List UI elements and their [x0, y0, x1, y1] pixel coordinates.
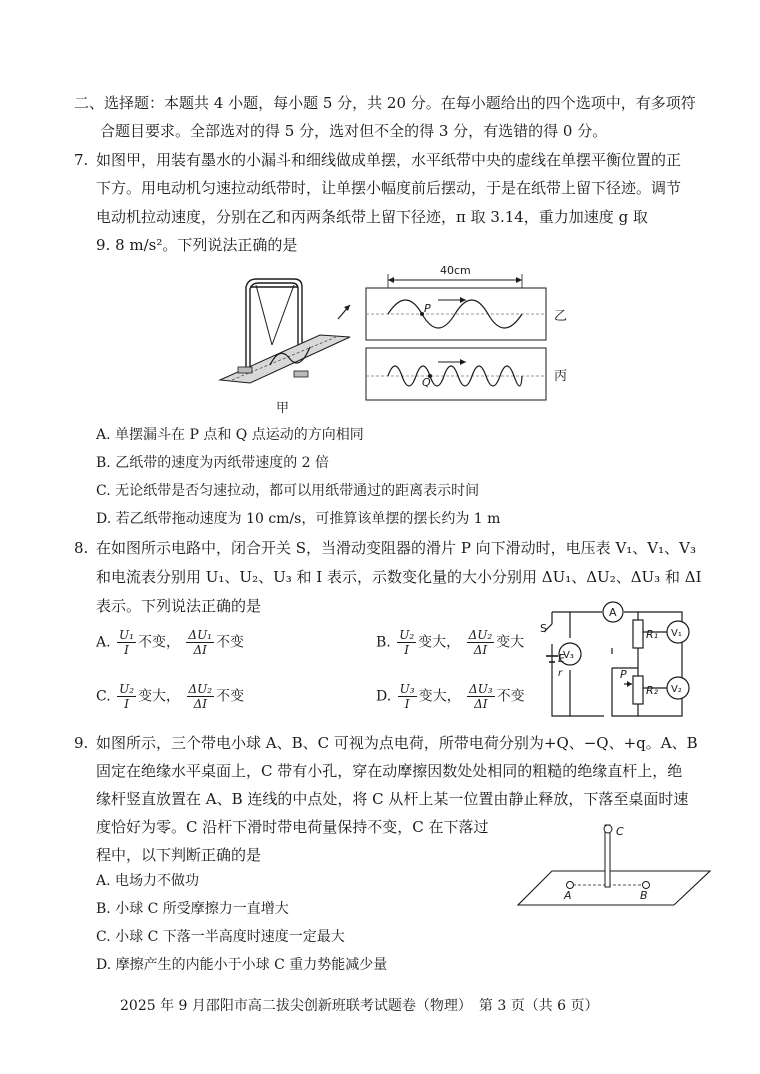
q9-number: 9.	[74, 734, 89, 752]
paper-tape	[220, 335, 350, 383]
q8-option-d: D. $\frac{\text{U₃}}{I}$ 变大， $\frac{\text{ΔU₃}}{\Delta I}$ 不变	[376, 682, 525, 711]
svg-text:V₂: V₂	[671, 684, 682, 695]
q7-stem-line1: 如图甲，用装有墨水的小漏斗和细线做成单摆，水平纸带中央的虚线在单摆平衡位置的正	[96, 151, 682, 169]
point-q: Q	[422, 376, 431, 389]
q7-option-b: B. 乙纸带的速度为丙纸带速度的 2 倍	[96, 455, 329, 471]
svg-text:S: S	[540, 622, 547, 635]
rheostat-r2	[633, 676, 643, 704]
pendulum-strings	[256, 285, 294, 345]
q9-stem-line4: 度恰好为零。C 沿杆下滑时带电荷量保持不变，C 在下落过	[96, 818, 489, 836]
q9-stem-line3: 缘杆竖直放置在 A、B 连线的中点处，将 C 从杆上某一位置由静止释放，下落至桌面时速	[96, 790, 689, 808]
q9-option-a: A. 电场力不做功	[96, 873, 200, 889]
tape-bing	[366, 348, 546, 400]
svg-text:A: A	[609, 606, 617, 619]
ball-a	[567, 882, 574, 889]
q7-number: 7.	[74, 151, 89, 169]
q8-stem-line2: 和电流表分别用 U₁、U₂、U₃ 和 I 表示，示数变化量的大小分别用 ΔU₁、ΔU₂、ΔU₃ 和 ΔI	[96, 568, 702, 586]
section-heading-line1: 二、选择题：本题共 4 小题，每小题 5 分，共 20 分。在每小题给出的四个选项中，有多项符	[74, 94, 696, 112]
q7-figure-pendulum	[210, 275, 360, 425]
q9-stem-line2: 固定在绝缘水平桌面上，C 带有小孔，穿在动摩擦因数处处相同的粗糙的绝缘直杆上，绝	[96, 762, 683, 780]
q9-figure	[518, 815, 718, 915]
section-heading-line2: 合题目要求。全部选对的得 5 分，选对但不全的得 3 分，有选错的得 0 分。	[100, 122, 608, 140]
svg-text:V₃: V₃	[563, 650, 574, 661]
q7-stem-line2: 下方。用电动机匀速拉动纸带时，让单摆小幅度前后摆动，于是在纸带上留下径迹。调节	[96, 179, 682, 197]
q7-option-d: D. 若乙纸带拖动速度为 10 cm/s，可推算该单摆的摆长约为 1 m	[96, 511, 501, 527]
q7-option-a: A. 单摆漏斗在 P 点和 Q 点运动的方向相同	[96, 427, 364, 443]
q8-stem-line1: 在如图所示电路中，闭合开关 S，当滑动变阻器的滑片 P 向下滑动时，电压表 V₁、V₁、V₃	[96, 539, 696, 557]
q8-option-b: B. $\frac{\text{U₂}}{I}$ 变大， $\frac{\text{ΔU₂}}{\Delta I}$ 变大	[376, 628, 525, 657]
svg-text:C: C	[616, 825, 624, 838]
insulating-rod	[605, 825, 610, 887]
page-footer: 2025 年 9 月邵阳市高二拔尖创新班联考试题卷（物理） 第 3 页（共 6 页）	[120, 998, 599, 1014]
label-yi: 乙	[554, 309, 568, 324]
tabletop	[518, 871, 710, 905]
point-p: P	[424, 302, 431, 315]
svg-text:E: E	[558, 652, 565, 665]
q9-stem-line1: 如图所示，三个带电小球 A、B、C 可视为点电荷，所带电荷分别为+Q、−Q、+q。A、B	[96, 734, 698, 752]
label-jia: 甲	[276, 401, 290, 416]
q8-option-a: A. $\frac{\text{U₁}}{I}$ 不变， $\frac{\text{ΔU₁}}{\Delta I}$ 不变	[96, 628, 244, 657]
q7-stem-line4: 9. 8 m/s²。下列说法正确的是	[96, 236, 298, 254]
q7-option-c: C. 无论纸带是否匀速拉动，都可以用纸带通过的距离表示时间	[96, 483, 480, 499]
q7-figure-tapes	[362, 258, 582, 389]
ball-b	[643, 882, 650, 889]
ball-c	[604, 825, 612, 833]
svg-text:A: A	[564, 889, 572, 902]
q8-number: 8.	[74, 539, 89, 557]
q8-stem-line3: 表示。下列说法正确的是	[96, 597, 262, 615]
svg-text:V₁: V₁	[671, 628, 682, 639]
tape-length-label: 40cm	[440, 264, 471, 277]
svg-text:P: P	[620, 668, 627, 681]
svg-text:R₂: R₂	[646, 684, 659, 697]
q8-option-c: C. $\frac{\text{U₂}}{I}$ 变大， $\frac{\text{ΔU₂}}{\Delta I}$ 不变	[96, 682, 245, 711]
svg-text:r: r	[558, 668, 563, 679]
q9-option-c: C. 小球 C 下落一半高度时速度一定最大	[96, 929, 345, 945]
q9-option-b: B. 小球 C 所受摩擦力一直增大	[96, 901, 289, 917]
q9-option-d: D. 摩擦产生的内能小于小球 C 重力势能减少量	[96, 957, 388, 973]
resistor-r1	[633, 620, 643, 648]
q7-stem-line3: 电动机拉动速度，分别在乙和丙两条纸带上留下径迹，π 取 3.14，重力加速度 g 取	[96, 208, 648, 226]
q8-circuit	[540, 598, 700, 728]
svg-text:R₁: R₁	[646, 628, 659, 641]
svg-text:B: B	[640, 889, 648, 902]
q9-stem-line5: 程中，以下判断正确的是	[96, 846, 262, 864]
label-bing: 丙	[554, 369, 568, 384]
